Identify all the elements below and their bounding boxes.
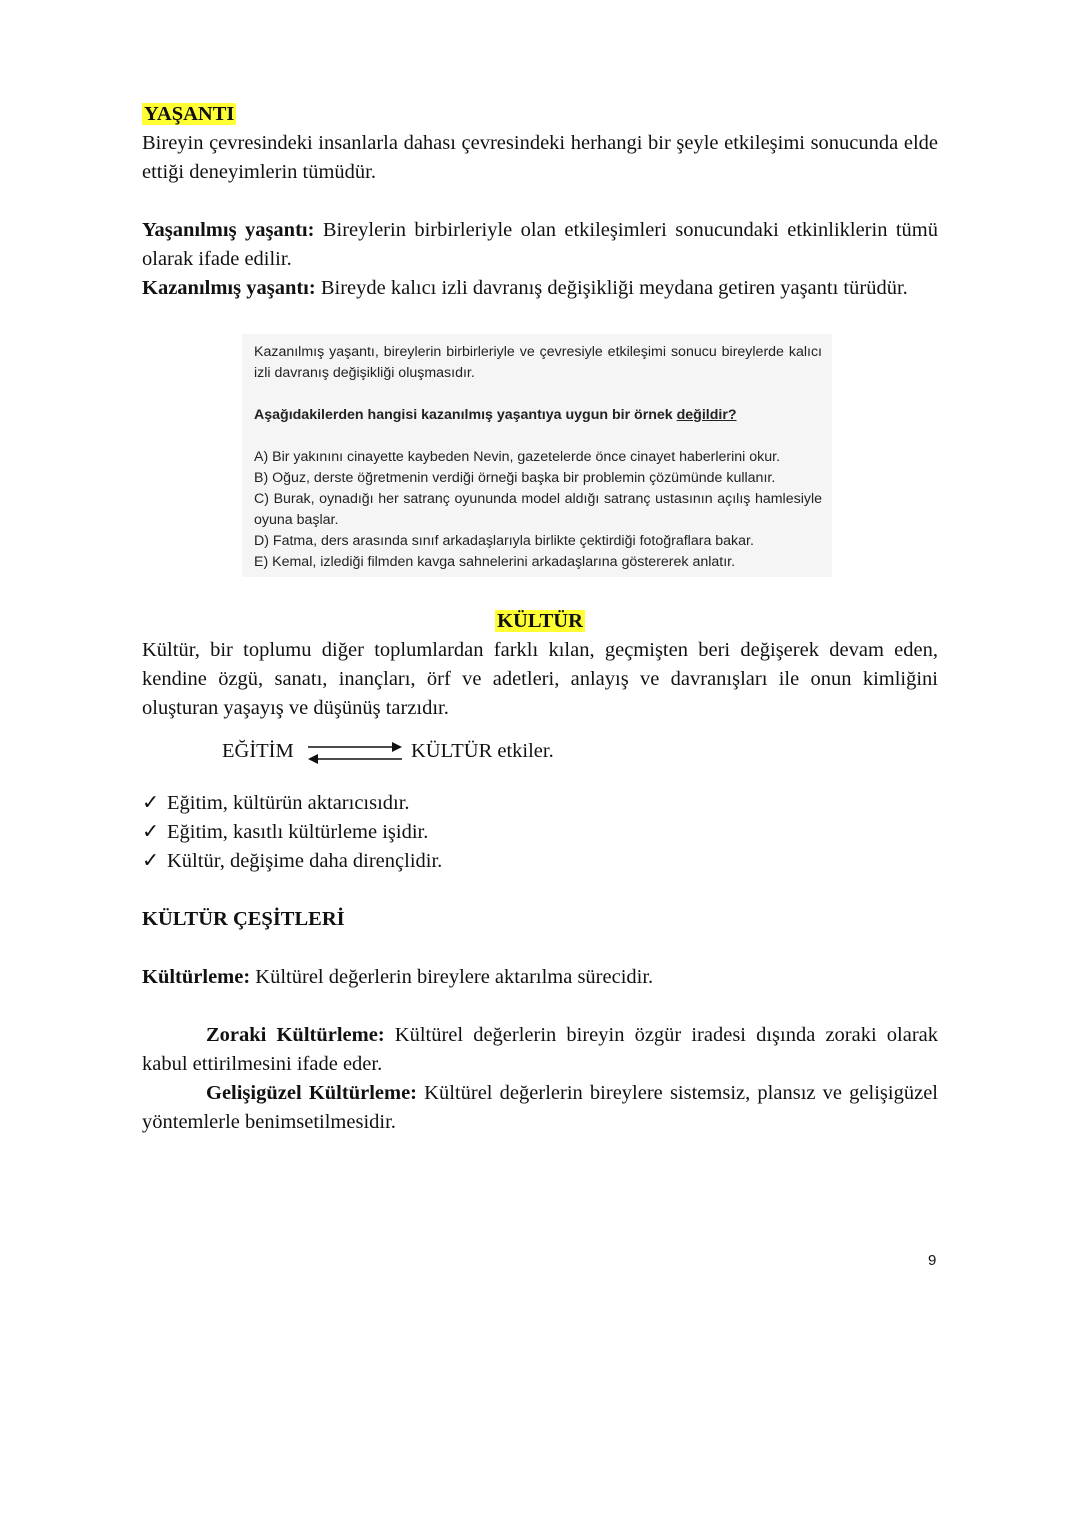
yasanilmis-paragraph [142,216,938,274]
checkmark-icon: ✓ [142,792,160,814]
diagram-right-label: KÜLTÜR etkiler. [411,740,554,762]
page-number: 9 [928,1252,937,1269]
gelisiguzel-paragraph [142,1079,938,1137]
zoraki-term: Zoraki Kültürleme: [206,1024,385,1046]
gelisiguzel-term: Gelişigüzel Kültürleme: [206,1082,417,1104]
document-page [142,100,938,303]
kultur-title: KÜLTÜR [497,610,583,632]
kulturleme-paragraph [142,963,938,992]
kazanilmis-term: Kazanılmış yaşantı: [142,277,316,299]
option-e: E) Kemal, izlediği filmden kavga sahnelerini arkadaşlarına göstererek anlatır. [254,554,736,570]
zoraki-text: Kültürel değerlerin bireyin özgür iradesi dışında zoraki olarak kabul ettirilmesini ifade eder. [142,1024,938,1075]
kazanilmis-text: Bireyde kalıcı izli davranış değişikliği meydana getiren yaşantı türüdür. [315,277,908,299]
check-item [142,789,938,818]
question-box [242,334,832,577]
yasanilmis-term: Yaşanılmış yaşantı: [142,219,315,241]
question-options [254,447,822,573]
kultur-cesitleri-section [142,905,938,1137]
question-prompt [254,405,822,426]
checkmark-icon: ✓ [142,850,160,872]
check-item-text: Eğitim, kasıtlı kültürleme işidir. [167,821,429,843]
check-item [142,847,938,876]
kultur-section [142,607,938,723]
bidirectional-arrow-icon [306,737,404,767]
checkmark-icon: ✓ [142,821,160,843]
yasanti-definition: Bireyin çevresindeki insanlarla dahası çevresindeki herhangi bir şeyle etkileşimi sonucunda elde ettiği deneyimlerin tümüdür. [142,132,938,183]
kulturleme-text: Kültürel değerlerin bireylere aktarılma sürecidir. [250,966,654,988]
check-item-text: Kültür, değişime daha dirençlidir. [167,850,443,872]
diagram-left-label: EĞİTİM [222,740,294,762]
question-prompt-text: Aşağıdakilerden hangisi kazanılmış yaşantıya uygun bir örnek [254,407,677,423]
question-stem: Kazanılmış yaşantı, bireylerin birbirleriyle ve çevresiyle etkileşimi sonucu bireylerde kalıcı izli davranış değişikliği oluşmasıdır. [254,344,822,381]
kulturleme-term: Kültürleme: [142,966,251,988]
zoraki-paragraph [142,1021,938,1079]
option-a: A) Bir yakınını cinayette kaybeden Nevin, gazetelerde önce cinayet haberlerini okur. [254,449,781,465]
kultur-heading [142,607,938,636]
option-b: B) Oğuz, derste öğretmenin verdiği örneği başka bir problemin çözümünde kullanır. [254,470,776,486]
question-prompt-underlined: değildir? [676,407,737,423]
yasanilmis-text: Bireylerin birbirleriyle olan etkileşimleri sonucundaki etkinliklerin tümü olarak ifade edilir. [142,219,938,270]
kazanilmis-paragraph [142,274,938,303]
cesitler-title: KÜLTÜR ÇEŞİTLERİ [142,908,345,930]
option-c: C) Burak, oynadığı her satranç oyununda model aldığı satranç ustasının açılış hamlesiyle oyuna başlar. [254,491,822,528]
check-item-text: Eğitim, kültürün aktarıcısıdır. [167,792,410,814]
yasanti-heading [142,100,938,129]
kultur-definition: Kültür, bir toplumu diğer toplumlardan farklı kılan, geçmişten beri değişerek devam eden, kendine özgü, sanatı, inançları, örf ve adetleri, anlayış ve davranışları ile onun kimliğini oluşturan yaşayış ve düşünüş tarzıdır. [142,639,938,719]
gelisiguzel-text: Kültürel değerlerin bireylere sistemsiz, plansız ve gelişigüzel yöntemlerle benimsetilmesidir. [142,1082,938,1133]
option-d: D) Fatma, ders arasında sınıf arkadaşlarıyla birlikte çektirdiği fotoğraflara bakar. [254,533,754,549]
check-item [142,818,938,847]
check-list [142,789,938,876]
yasanti-title: YAŞANTI [144,103,235,125]
